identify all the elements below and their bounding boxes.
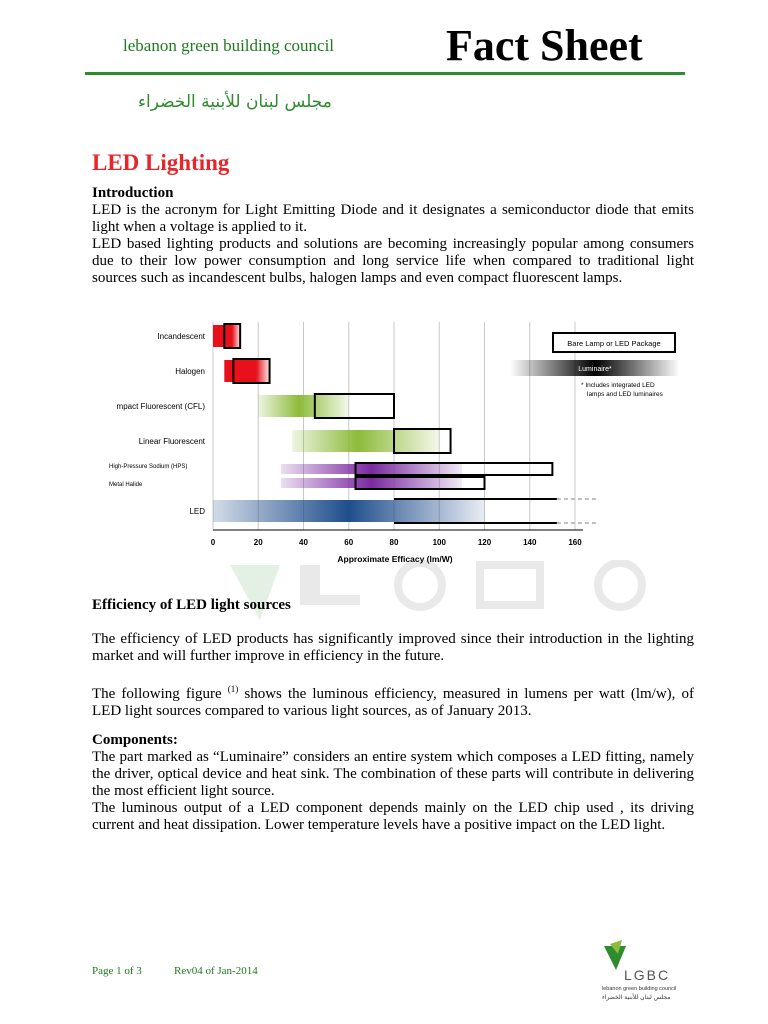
efficiency-paragraph-1: The efficiency of LED products has significantly improved since their introduction in the lighting market and will further improve in efficiency in the future.	[92, 631, 694, 664]
page-number: Page 1 of 3	[92, 965, 142, 977]
chart-category-labels	[109, 332, 206, 516]
efficiency-p2-start: The following figure	[92, 686, 228, 702]
category-label: mpact Fluorescent (CFL)	[116, 402, 205, 411]
efficiency-paragraph-2	[92, 681, 694, 720]
footnote-reference: (1)	[227, 684, 239, 694]
category-label: Incandescent	[157, 332, 205, 341]
legend-lamp-label: Bare Lamp or LED Package	[567, 339, 661, 348]
efficiency-heading: Efficiency of LED light sources	[92, 597, 291, 613]
x-tick-label: 140	[523, 538, 537, 547]
legend-footnote-2: lamps and LED luminaires	[587, 391, 663, 398]
logo-line-en: lebanon green building council	[602, 986, 677, 992]
category-label: Linear Fluorescent	[138, 437, 205, 446]
luminaire-bar	[213, 325, 240, 347]
x-tick-label: 0	[210, 538, 216, 547]
luminaire-bar	[292, 430, 439, 452]
category-label: LED	[189, 507, 205, 516]
org-name-arabic: مجلس لبنان للأبنية الخضراء	[138, 92, 332, 112]
x-tick-label: 120	[477, 538, 492, 547]
category-label: Halogen	[175, 367, 205, 376]
revision-label: Rev04 of Jan-2014	[174, 965, 258, 977]
fact-sheet-heading: Fact Sheet	[446, 21, 643, 70]
intro-paragraph-1: LED is the acronym for Light Emitting Diode and it designates a semiconductor diode that emits light when a voltage is applied to it.	[92, 202, 694, 235]
components-paragraph-2: The luminous output of a LED component depends mainly on the LED chip used , its driving current and heat dissipation. Lower temperature levels have a positive impact on the LED light.	[92, 800, 694, 833]
logo-text: LGBC	[624, 967, 671, 983]
logo-line-ar: مجلس لبنان للأبنية الخضراء	[602, 994, 671, 1001]
org-name-english: lebanon green building council	[123, 36, 335, 55]
x-tick-label: 20	[253, 538, 263, 547]
x-tick-label: 100	[432, 538, 446, 547]
efficacy-chart	[95, 318, 695, 568]
luminaire-bar	[213, 500, 485, 522]
chart-legend	[510, 333, 680, 398]
luminaire-bar	[281, 464, 462, 474]
chart-bars	[213, 324, 598, 523]
page-title: LED Lighting	[92, 150, 230, 175]
luminaire-bar	[281, 478, 462, 488]
efficiency-p2-end: shows the luminous efficiency, measured in lumens per watt (lm/w), of LED light sources compared to various light sources, as of January 2013.	[92, 686, 694, 719]
legend-luminaire-label: Luminaire*	[578, 366, 612, 373]
lgbc-logo	[596, 940, 706, 1002]
components-heading: Components:	[92, 732, 178, 748]
luminaire-bar	[224, 360, 269, 382]
header-divider	[85, 72, 685, 75]
category-label: Metal Halide	[109, 482, 143, 488]
category-label: High-Pressure Sodium (HPS)	[109, 464, 188, 470]
chart-tick-labels	[211, 538, 582, 547]
x-tick-label: 60	[344, 538, 354, 547]
legend-footnote-1: * Includes integrated LED	[581, 382, 655, 389]
x-tick-label: 40	[299, 538, 308, 547]
x-tick-label: 160	[568, 538, 582, 547]
x-tick-label: 80	[389, 538, 399, 547]
intro-paragraph-2: LED based lighting products and solutions are becoming increasingly popular among consumers due to their low power consumption and long service life when compared to traditional light sources such as incandescent bulbs, halogen lamps and even compact fluorescent lamps.	[92, 236, 694, 286]
chart-x-axis-label: Approximate Efficacy (lm/W)	[337, 554, 453, 564]
intro-heading: Introduction	[92, 185, 174, 201]
components-paragraph-1: The part marked as “Luminaire” considers an entire system which composes a LED fitting, namely the driver, optical device and heat sink. The combination of these parts will contribute in delivering the most efficient light source.	[92, 749, 694, 799]
luminaire-bar	[258, 395, 349, 417]
